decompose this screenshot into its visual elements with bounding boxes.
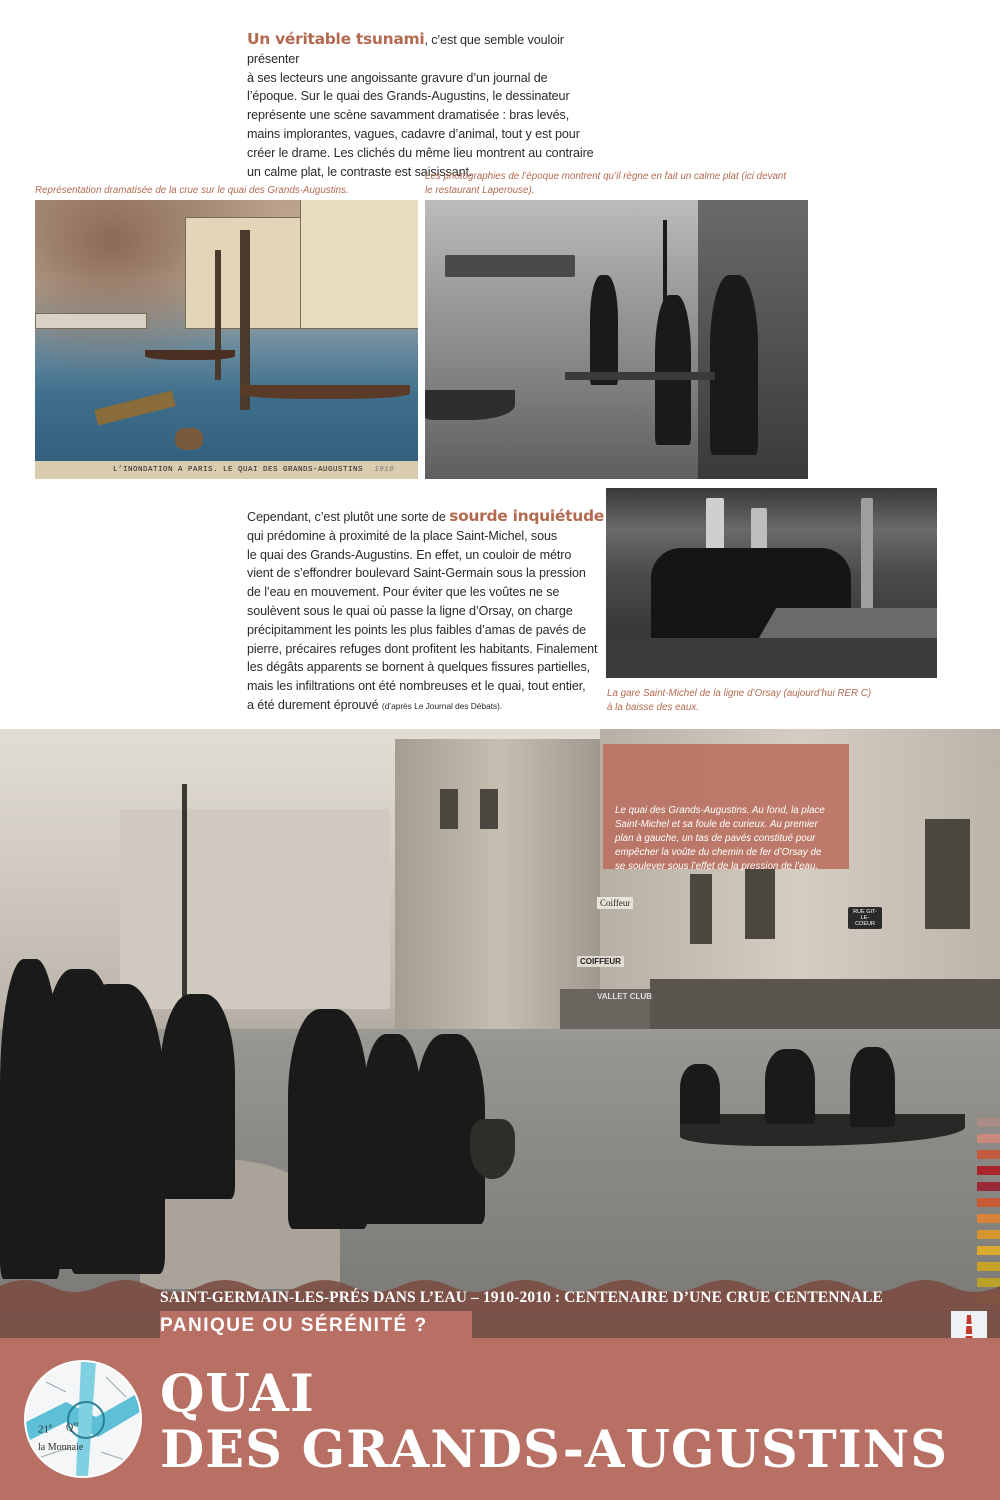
intro-line-7: un calme plat, le contraste est saisissant. (247, 164, 473, 179)
photo1-caption-line-1: Les photographies de l’époque montrent qu’il règne en fait un calme plat (ici devant (425, 171, 787, 182)
color-swatch (977, 1134, 1000, 1143)
big-photo-note (603, 744, 849, 872)
note-line-3: plan à gauche, un tas de pavés constitué pour (615, 833, 816, 844)
second-line-11 (247, 696, 607, 716)
note-line-2: Saint-Michel et sa foule de curieux. Au premier (615, 819, 818, 830)
photo-person-figure (288, 1009, 368, 1229)
photo-boat (425, 390, 515, 420)
note-line-4: empêcher la voûte du chemin de fer d’Orsay de (615, 847, 822, 858)
logo-quarter-text: Q (66, 1422, 74, 1434)
color-swatch (977, 1230, 1000, 1239)
intro-line-3: l’époque. Sur le quai des Grands-Augustins, le dessinateur (247, 89, 570, 104)
note-line-1: Le quai des Grands-Augustins. Au fond, la place (615, 805, 825, 816)
engraving-tree-trunk (240, 230, 250, 410)
photo1-caption-line-2: le restaurant Laperouse). (425, 184, 535, 196)
photo-woman-figure (70, 984, 165, 1274)
engraving-bridge (35, 313, 147, 329)
gare-caption-line-2: à la baisse des eaux. (607, 701, 700, 713)
gare-caption-line-1: La gare Saint-Michel de la ligne d’Orsay (aujourd’hui RER C) (607, 688, 872, 699)
photo-boatman-figure (680, 1064, 720, 1124)
intro-line-6: créer le drame. Les clichés du même lieu montrent au contraire (247, 145, 594, 160)
color-swatch (977, 1214, 1000, 1223)
photo-window (440, 789, 458, 829)
second-line-3: le quai des Grands-Augustins. En effet, un couloir de métro (247, 547, 572, 562)
photo-person-figure (362, 1034, 422, 1224)
second-line-7: précipitamment les points les plus faibles d’amas de pavés de (247, 622, 587, 637)
second-line-8: pierre, précaires refuges dont profitent les habitants. Finalement (247, 641, 598, 656)
series-title: SAINT-GERMAIN-LES-PRÉS DANS L’EAU – 1910-2010 : CENTENAIRE D’UNE CRUE CENTENNALE (160, 1289, 883, 1306)
intro-line-2: à ses lecteurs une angoissante gravure d’un journal de (247, 70, 548, 85)
second-line-1 (247, 507, 607, 527)
photo-window (480, 789, 498, 829)
intro-line-5: mains implorantes, vagues, cadavre d’animal, tout y est pour (247, 126, 580, 141)
photo-building-middle (395, 739, 605, 1029)
second-line-9: les dégâts apparents se bornent à quelques fissures partielles, (247, 660, 591, 675)
photo-person-figure (160, 994, 235, 1199)
second-accent: sourde inquiétude (449, 507, 604, 525)
photo-window (745, 864, 775, 939)
intro-line-1 (247, 30, 607, 69)
color-swatch (977, 1198, 1000, 1207)
engraving-boat (240, 385, 410, 399)
second-paragraph (247, 507, 607, 716)
second-last: a été durement éprouvé (247, 697, 382, 712)
photo1-caption (425, 170, 815, 197)
gare-pillar (861, 498, 873, 618)
intro-line-1-text: , c’est que semble vouloir présenter (247, 33, 564, 66)
logo-quarter: $Q^{er}$ (66, 1420, 79, 1434)
map-logo (24, 1360, 142, 1478)
photo-man-figure (590, 275, 618, 385)
engraving-boat (145, 350, 235, 360)
color-swatch (977, 1262, 1000, 1271)
engraving-barrel (175, 428, 203, 450)
color-swatch (977, 1118, 1000, 1127)
color-swatch (977, 1246, 1000, 1255)
gare-caption (607, 687, 937, 714)
subtitle-banner: PANIQUE OU SÉRÉNITÉ ? (160, 1311, 472, 1338)
title-block (0, 1338, 1000, 1500)
color-swatch (977, 1182, 1000, 1191)
main-title-line-2: DES GRANDS-AUGUSTINS (160, 1420, 949, 1480)
flood-engraving-image (35, 200, 418, 479)
engraving-tree-trunk (215, 250, 221, 380)
laperouse-photo (425, 200, 808, 479)
gare-saint-michel-photo (606, 488, 937, 678)
engraving-debris (94, 391, 175, 426)
second-line-5: de l’eau en mouvement. Pour éviter que les voûtes ne se (247, 585, 560, 600)
logo-number: 21e (38, 1422, 53, 1436)
photo-man-figure (710, 275, 758, 455)
sign-coiffeur: Coiffeur (597, 897, 633, 909)
gare-floor (606, 638, 937, 678)
color-swatch (977, 1150, 1000, 1159)
wave-band (0, 1278, 1000, 1338)
engraving-label-strip (35, 461, 418, 479)
intro-paragraph (247, 30, 607, 181)
logo-number-text: 21 (38, 1423, 49, 1436)
photo-boatman-figure (850, 1047, 895, 1127)
photo-window (690, 874, 712, 944)
sign-club: VALLET CLUB (597, 992, 652, 1001)
intro-accent: Un véritable tsunami (247, 30, 425, 48)
second-source: (d’après Le Journal des Débats). (381, 700, 503, 711)
quai-big-photo (0, 729, 1000, 1338)
street-sign: RUE GIT-LE-COEUR (848, 907, 882, 929)
engraving-building (300, 200, 418, 329)
photo-plank (565, 372, 715, 380)
color-swatch (977, 1166, 1000, 1175)
note-line-5: se soulever sous l’effet de la pression de l’eau. (615, 861, 819, 872)
second-lead: Cependant, c’est plutôt une sorte de (247, 510, 450, 524)
engraving-label: L’INONDATION A PARIS. LE QUAI DES GRANDS-AUGUSTINS (113, 466, 364, 474)
second-line-10: mais les infiltrations ont été nombreuses et le quai, tout entier, (247, 679, 586, 694)
main-title-line-1: QUAI (160, 1364, 315, 1424)
logo-place: la Monnaie (38, 1442, 84, 1453)
intro-line-4: représente une scène savamment dramatisée : bras levés, (247, 108, 570, 123)
photo-small-boat (470, 1119, 515, 1179)
photo-window (925, 819, 970, 929)
main-title (160, 1366, 948, 1478)
photo-man-figure (655, 295, 691, 445)
photo-barge (445, 255, 575, 277)
second-line-2: qui prédomine à proximité de la place Saint-Michel, sous (247, 528, 558, 543)
photo-boatman-figure (765, 1049, 815, 1124)
second-line-4: vient de s’effondrer boulevard Saint-Germain sous la pression (247, 566, 586, 581)
engraving-year: 1910 (374, 466, 395, 474)
gravure-caption: Représentation dramatisée de la crue sur le quai des Grands-Augustins. (35, 185, 349, 196)
photo-building-far (120, 809, 390, 1009)
sign-coiffeur-2: COIFFEUR (577, 956, 624, 967)
second-line-6: soulèvent sous le quai où passe la ligne d’Orsay, on charge (247, 603, 573, 618)
